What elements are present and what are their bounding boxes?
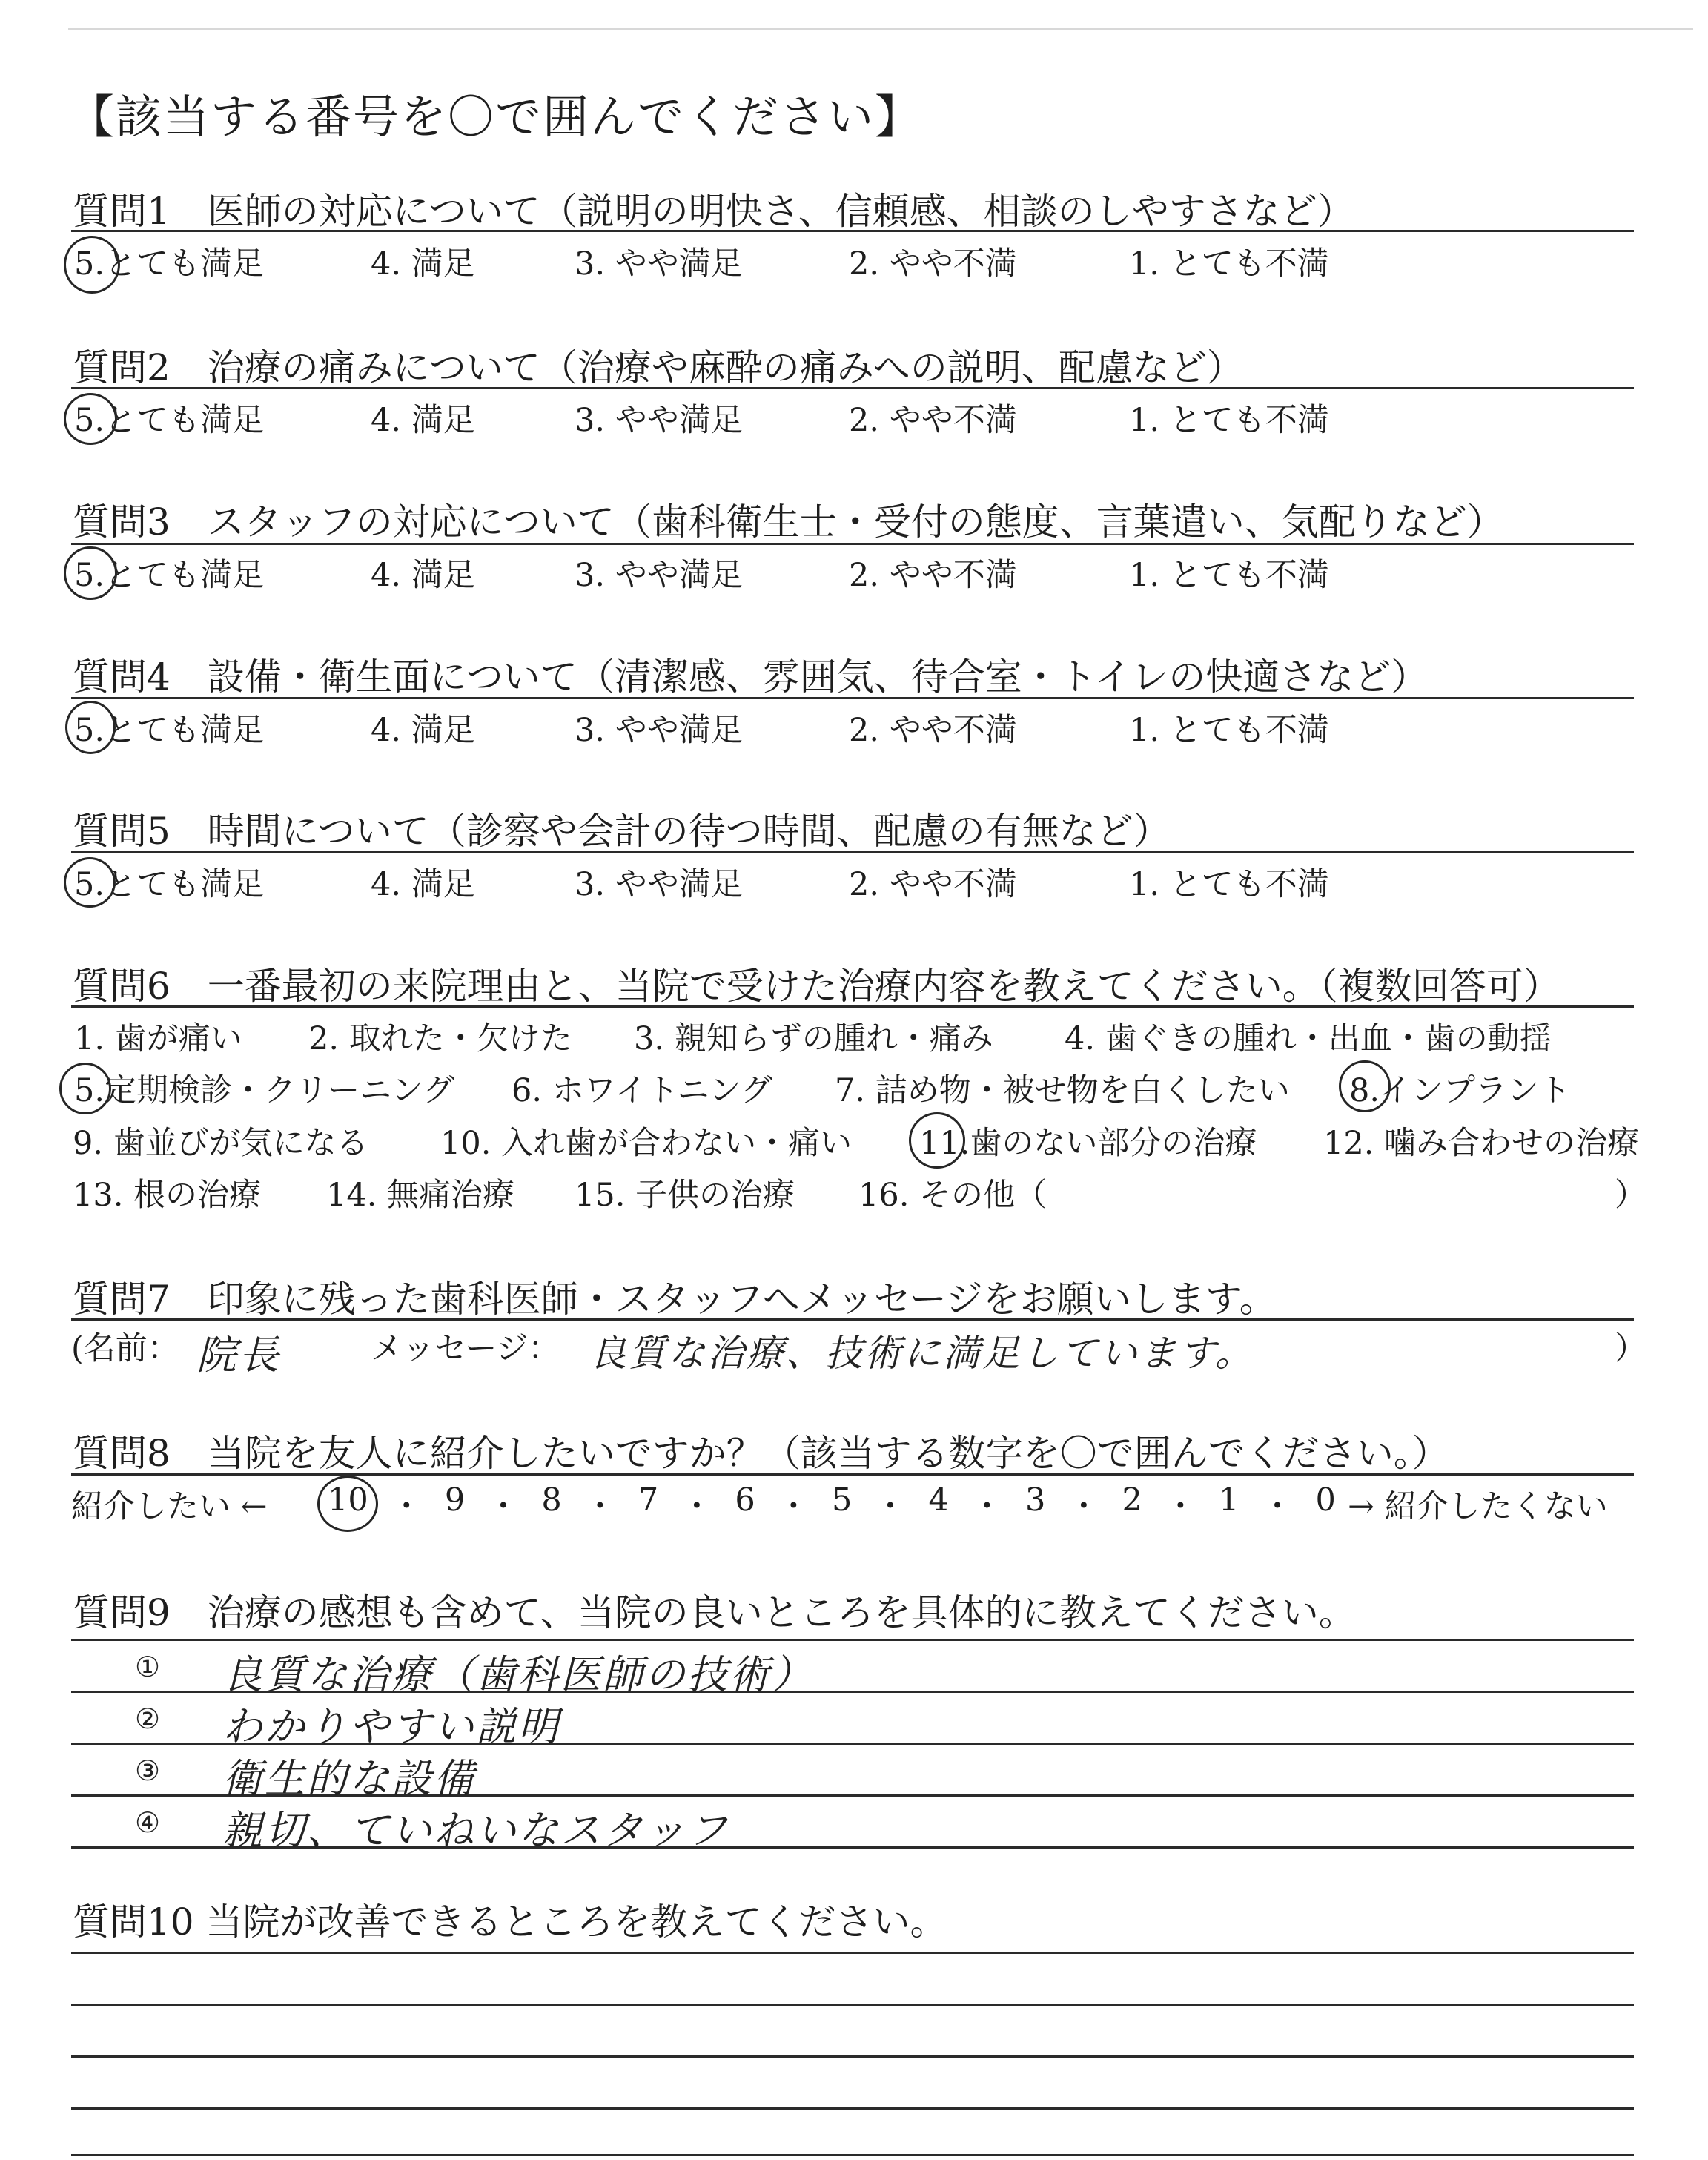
q7-message-label: メッセージ： [371,1330,560,1367]
q8-scale-9[interactable]: 9 [444,1482,466,1519]
q6-option-15[interactable]: 15. 子供の治療 [575,1177,795,1214]
q7-name-label: (名前： [71,1330,179,1367]
q4-underline [71,697,1634,699]
q9-rule-1 [71,1639,1634,1641]
q5-option-1[interactable]: 1. とても不満 [1129,866,1329,903]
q1-underline [71,230,1634,232]
q8-scale-dot: ・ [970,1488,1003,1525]
q6-other-close-paren: ） [1615,1177,1646,1214]
q9-label: 質問9 治療の感想も含めて、当院の良いところを具体的に教えてください。 [73,1591,1356,1634]
q6-option-8[interactable]: 8.インプラント [1349,1072,1572,1109]
q3-underline [71,543,1634,545]
q3-selected-circle [64,546,117,600]
q1-selected-circle [64,236,120,294]
q9-answer-4-handwritten[interactable]: 親切、ていねいなスタッフ [222,1807,729,1854]
q8-scale-0[interactable]: 0 [1315,1482,1336,1519]
q2-underline [71,387,1634,389]
q6-selected-circle-5 [59,1063,111,1114]
form-title: 【該当する番号を〇で囲んでください】 [68,90,923,144]
q6-option-2[interactable]: 2. 取れた・欠けた [308,1020,572,1057]
q5-option-3[interactable]: 3. やや満足 [575,866,743,903]
q9-answer-2-number: ② [135,1702,161,1735]
q2-selected-circle [64,393,117,445]
q7-label: 質問7 印象に残った歯科医師・スタッフへメッセージをお願いします。 [73,1278,1277,1321]
q1-option-4[interactable]: 4. 満足 [371,245,475,283]
q6-option-14[interactable]: 14. 無痛治療 [326,1177,515,1214]
q3-option-2[interactable]: 2. やや不満 [849,557,1017,594]
q7-message-handwritten[interactable]: 良質な治療、技術に満足しています。 [589,1332,1254,1375]
q8-scale [328,1482,1336,1527]
q6-underline [71,1005,1634,1008]
q4-selected-circle [65,701,116,754]
q8-scale-dot: ・ [874,1488,907,1525]
q9-answer-3-handwritten[interactable]: 衛生的な設備 [222,1755,476,1802]
q8-scale-dot: ・ [681,1488,713,1525]
q6-option-13[interactable]: 13. 根の治療 [73,1177,262,1214]
q1-option-2[interactable]: 2. やや不満 [849,245,1017,283]
q8-scale-8[interactable]: 8 [541,1482,562,1519]
q4-option-3[interactable]: 3. やや満足 [575,712,743,749]
q6-option-9[interactable]: 9. 歯並びが気になる [73,1125,368,1162]
q10-rule-3 [71,2055,1634,2058]
q5-option-2[interactable]: 2. やや不満 [849,866,1017,903]
q3-option-3[interactable]: 3. やや満足 [575,557,743,594]
q1-option-3[interactable]: 3. やや満足 [575,245,743,283]
q9-answer-4-number: ④ [135,1806,161,1839]
q4-label: 質問4 設備・衛生面について（清潔感、雰囲気、待合室・トイレの快適さなど） [73,655,1429,698]
q8-scale-dot: ・ [583,1488,616,1525]
q5-selected-circle [64,857,116,908]
q6-option-12[interactable]: 12. 噛み合わせの治療 [1323,1125,1640,1162]
q8-scale-1[interactable]: 1 [1219,1482,1239,1519]
q5-option-5[interactable]: 5.とても満足 [74,866,265,903]
q2-label: 質問2 治療の痛みについて（治療や麻酔の痛みへの説明、配慮など） [73,346,1244,389]
q3-option-1[interactable]: 1. とても不満 [1129,557,1329,594]
q6-option-4[interactable]: 4. 歯ぐきの腫れ・出血・歯の動揺 [1065,1020,1552,1057]
q9-answer-2-handwritten[interactable]: わかりやすい説明 [222,1703,560,1750]
q8-scale-dot: ・ [1261,1488,1294,1525]
q6-option-1[interactable]: 1. 歯が痛い [74,1020,242,1057]
q8-scale-3[interactable]: 3 [1025,1482,1046,1519]
q6-option-10[interactable]: 10. 入れ歯が合わない・痛い [440,1125,853,1162]
q6-option-5[interactable]: 5.定期検診・クリーニング [74,1072,455,1109]
q9-answer-1-handwritten[interactable]: 良質な治療（歯科医師の技術） [222,1651,814,1698]
q7-close-paren: ） [1615,1330,1646,1367]
q8-left-label: 紹介したい ← [71,1488,268,1525]
q9-answer-3-number: ③ [135,1754,161,1787]
q6-selected-circle-11 [909,1112,965,1169]
q6-label: 質問6 一番最初の来院理由と、当院で受けた治療内容を教えてください。（複数回答可） [73,965,1560,1008]
q8-selected-circle [317,1476,378,1532]
q5-underline [71,851,1634,853]
q8-scale-dot: ・ [1068,1488,1100,1525]
q8-scale-dot: ・ [390,1488,423,1525]
q6-option-11[interactable]: 11.歯のない部分の治療 [919,1125,1257,1162]
q2-option-4[interactable]: 4. 満足 [371,402,475,439]
q8-scale-dot: ・ [1164,1488,1196,1525]
q10-rule-2 [71,2004,1634,2006]
q9-answer-1-number: ① [135,1651,161,1683]
q8-scale-7[interactable]: 7 [638,1482,659,1519]
q7-underline [71,1318,1634,1321]
q7-name-handwritten[interactable]: 院長 [196,1332,281,1378]
q6-option-16[interactable]: 16. その他（ [858,1177,1047,1214]
q5-option-4[interactable]: 4. 満足 [371,866,475,903]
q2-option-5[interactable]: 5.とても満足 [74,402,265,439]
q2-option-2[interactable]: 2. やや不満 [849,402,1017,439]
q10-rule-4 [71,2107,1634,2110]
q8-scale-5[interactable]: 5 [831,1482,853,1519]
q4-option-5[interactable]: 5.とても満足 [74,712,265,749]
q8-scale-4[interactable]: 4 [928,1482,949,1519]
q8-scale-6[interactable]: 6 [735,1482,755,1519]
q3-option-5[interactable]: 5.とても満足 [74,557,265,594]
q8-label: 質問8 当院を友人に紹介したいですか？（該当する数字を〇で囲んでください。） [73,1432,1449,1475]
q4-option-1[interactable]: 1. とても不満 [1129,712,1329,749]
q6-option-7[interactable]: 7. 詰め物・被せ物を白くしたい [835,1072,1290,1109]
q6-option-3[interactable]: 3. 親知らずの腫れ・痛み [634,1020,993,1057]
q6-selected-circle-8 [1339,1060,1391,1112]
q3-option-4[interactable]: 4. 満足 [371,557,475,594]
q8-scale-10[interactable]: 10 [328,1482,368,1519]
q2-option-1[interactable]: 1. とても不満 [1129,402,1329,439]
q8-right-label: → 紹介したくない [1348,1488,1608,1525]
q10-rule-1 [71,1952,1634,1954]
q1-option-5[interactable]: 5.とても満足 [74,245,265,283]
q8-underline [71,1473,1634,1476]
q5-label: 質問5 時間について（診察や会計の待つ時間、配慮の有無など） [73,810,1171,853]
q3-label: 質問3 スタッフの対応について（歯科衛生士・受付の態度、言葉遣い、気配りなど） [73,501,1504,544]
q1-label: 質問1 医師の対応について（説明の明快さ、信頼感、相談のしやすさなど） [73,190,1354,233]
q4-option-2[interactable]: 2. やや不満 [849,712,1017,749]
q4-option-4[interactable]: 4. 満足 [371,712,475,749]
q1-option-1[interactable]: 1. とても不満 [1129,245,1329,283]
q8-scale-2[interactable]: 2 [1122,1482,1142,1519]
q10-rule-5 [71,2154,1634,2156]
q6-option-6[interactable]: 6. ホワイトニング [512,1072,772,1109]
q8-scale-dot: ・ [487,1488,520,1525]
q10-label: 質問10 当院が改善できるところを教えてください。 [73,1900,947,1943]
top-border [68,28,1693,30]
q8-scale-dot: ・ [777,1488,810,1525]
q2-option-3[interactable]: 3. やや満足 [575,402,743,439]
